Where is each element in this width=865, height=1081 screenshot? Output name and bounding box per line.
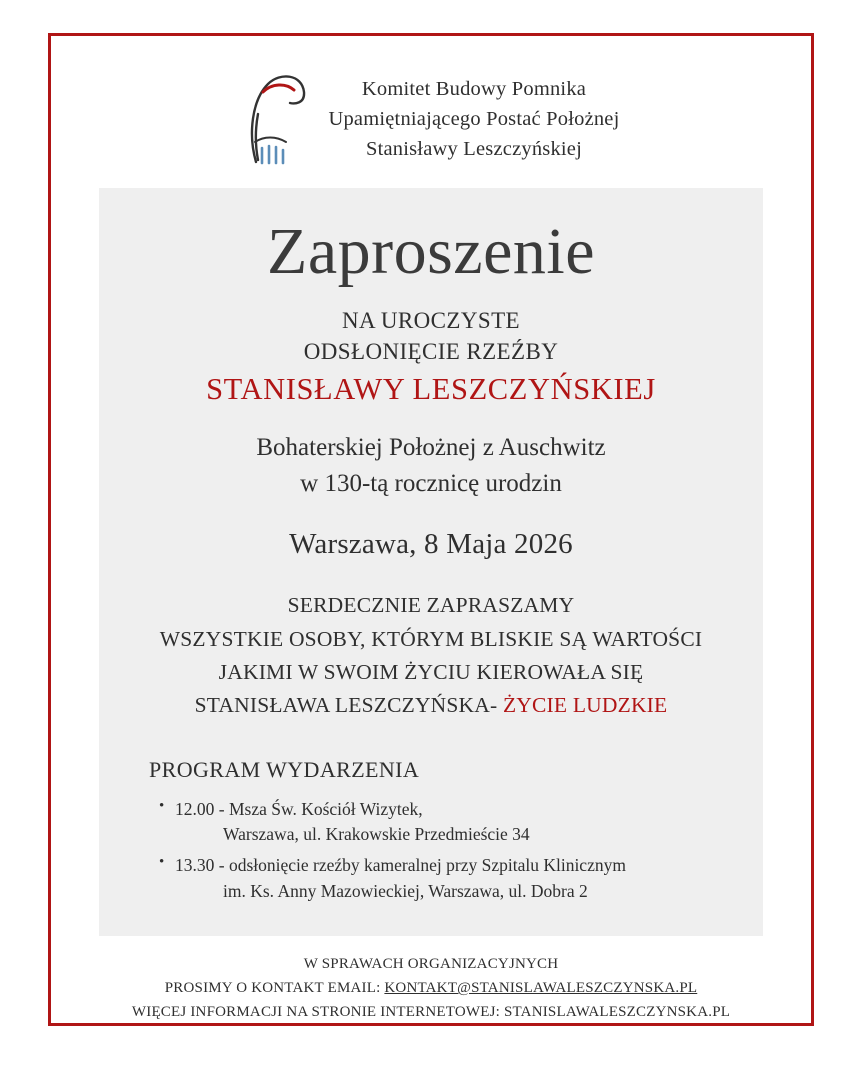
program-item-1-line-1: 12.00 - Msza Św. Kościół Wizytek, (175, 798, 423, 819)
footer-email-link[interactable]: KONTAKT@STANISLAWALESZCZYNSKA.PL (384, 980, 698, 997)
footer-line-2 (51, 976, 811, 1000)
list-item (159, 797, 743, 848)
poster-header (51, 36, 811, 170)
event-subtitle-line-1: NA UROCZYSTE (342, 308, 520, 334)
program-item-2-line-2: im. Ks. Anny Mazowieckiej, Warszawa, ul. Dobra 2 (223, 880, 588, 901)
program-heading: PROGRAM WYDARZENIA (149, 756, 420, 782)
event-place-date: Warszawa, 8 Maja 2026 (289, 528, 573, 561)
event-subtitle (119, 305, 743, 367)
midwife-profile-logo-icon (242, 70, 312, 170)
invitation-line-4-accent: ŻYCIE LUDZKIE (502, 693, 668, 718)
invitation-line-4 (119, 689, 743, 722)
event-subtitle-line-2: ODSŁONIĘCIE RZEŹBY (303, 339, 559, 365)
bullet-icon: • (159, 797, 165, 814)
organization-line-2: Upamiętniającego Postać Położnej (328, 108, 620, 131)
footer-line-1: W SPRAWACH ORGANIZACYJNYCH (303, 956, 559, 973)
program-list (159, 797, 743, 905)
list-item (159, 853, 743, 904)
event-description-line-2: w 130-tą rocznicę urodzin (300, 470, 562, 498)
footer-line-3 (51, 1000, 811, 1024)
honoree-name: STANISŁAWY LESZCZYŃSKIEJ (206, 372, 656, 407)
page-title: Zaproszenie (267, 215, 595, 288)
event-description-line-1: Bohaterskiej Położnej z Auschwitz (256, 433, 606, 461)
invitation-line-4-prefix: STANISŁAWA LESZCZYŃSKA- (194, 693, 503, 718)
event-description (119, 430, 743, 503)
organization-name (328, 75, 619, 164)
bullet-icon: • (159, 854, 165, 871)
poster-footer (51, 952, 811, 1024)
invitation-poster (48, 33, 814, 1026)
invitation-line-2: WSZYSTKIE OSOBY, KTÓRYM BLISKIE SĄ WARTOŚCI (159, 626, 703, 651)
organization-line-3: Stanisławy Leszczyńskiej (365, 137, 582, 160)
program-item-1-line-2: Warszawa, ul. Krakowskie Przedmieście 34 (223, 824, 530, 845)
footer-email-label: PROSIMY O KONTAKT EMAIL: (164, 980, 385, 997)
organization-line-1: Komitet Budowy Pomnika (361, 78, 587, 101)
footer-website-label: WIĘCEJ INFORMACJI NA STRONIE INTERNETOWEJ: (131, 1004, 504, 1021)
invitation-line-1: SERDECZNIE ZAPRASZAMY (287, 593, 575, 618)
invitation-text (119, 589, 743, 722)
invitation-line-3: JAKIMI W SWOIM ŻYCIU KIEROWAŁA SIĘ (218, 660, 644, 685)
footer-website-link[interactable]: STANISLAWALESZCZYNSKA.PL (503, 1004, 731, 1021)
program-item-2-line-1: 13.30 - odsłonięcie rzeźby kameralnej przy Szpitalu Klinicznym (175, 855, 626, 876)
invitation-panel (99, 188, 763, 936)
